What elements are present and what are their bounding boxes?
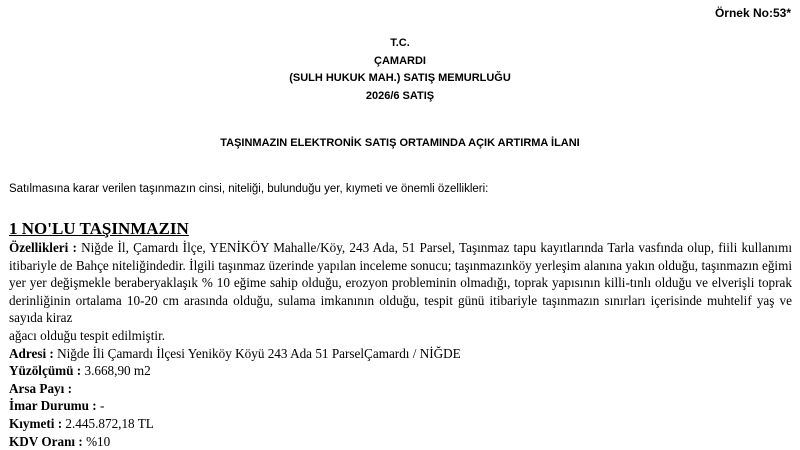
sample-number: Örnek No:53* bbox=[714, 6, 791, 20]
zoning-label: İmar Durumu : bbox=[9, 398, 97, 414]
zoning-value: - bbox=[96, 398, 105, 414]
value-label: Kıymeti : bbox=[9, 415, 63, 431]
address-field bbox=[9, 345, 792, 363]
value-amount: 2.445.872,18 TL bbox=[62, 415, 154, 431]
land-share-field bbox=[9, 380, 792, 398]
land-share-label: Arsa Payı : bbox=[9, 380, 72, 396]
auction-title: TAŞINMAZIN ELEKTRONİK SATIŞ ORTAMINDA AÇIK ARTIRMA İLANI bbox=[220, 137, 580, 149]
vat-label: KDV Oranı : bbox=[9, 433, 83, 449]
intro-text: Satılmasına karar verilen taşınmazın cinsi, niteliği, bulunduğu yer, kıymeti ve önemli özellikleri: bbox=[9, 183, 489, 195]
value-field bbox=[9, 415, 792, 433]
property-section bbox=[9, 219, 792, 450]
header-line-file-number: 2026/6 SATIŞ bbox=[365, 89, 435, 102]
property-features bbox=[9, 239, 792, 327]
address-value: Niğde İli Çamardı İlçesi Yeniköy Köyü 243 Ada 51 ParselÇamardı / NİĞDE bbox=[53, 345, 461, 361]
header-line-tc: T.C. bbox=[390, 37, 410, 49]
area-field bbox=[9, 362, 792, 380]
header-line-city: ÇAMARDI bbox=[374, 54, 426, 67]
property-title: 1 NO'LU TAŞINMAZIN bbox=[9, 219, 189, 238]
vat-field bbox=[9, 433, 792, 450]
area-label: Yüzölçümü : bbox=[9, 363, 82, 379]
header-line-office: (SULH HUKUK MAH.) SATIŞ MEMURLUĞU bbox=[289, 72, 511, 84]
zoning-field bbox=[9, 397, 792, 415]
address-label: Adresi : bbox=[9, 345, 54, 361]
vat-value: %10 bbox=[82, 433, 111, 449]
document-header bbox=[0, 35, 800, 105]
features-continued: ağacı olduğu tespit edilmiştir. bbox=[9, 327, 166, 343]
area-value: 3.668,90 m2 bbox=[81, 363, 151, 379]
features-text: Niğde İl, Çamardı İlçe, YENİKÖY Mahalle/Köy, 243 Ada, 51 Parsel, Taşınmaz tapu kayıtlarında Tarla vasfında olup, fiili kullanımı itibariyle de Bahçe niteliğindedir. İlgili taşınmaz üzerinde yapılan inceleme sonucu; taşınmazınköy yerleşim alanına yakın olduğu, taşınmazın eğimi yer yer değişmekle beraberyaklaşık % 10 eğime sahip olduğu, erozyon probleminin olmadığı, toprak yapısının killi-tınlı olduğu ve elverişli toprak derinliğinin ortalama 10-20 cm arasında olduğu, sulama imkanının olduğu, tespit günü itibariyle taşınmazın sınırları içerisinde muhtelif yaş ve sayıda kiraz bbox=[9, 240, 793, 326]
features-label: Özellikleri : bbox=[9, 240, 77, 255]
